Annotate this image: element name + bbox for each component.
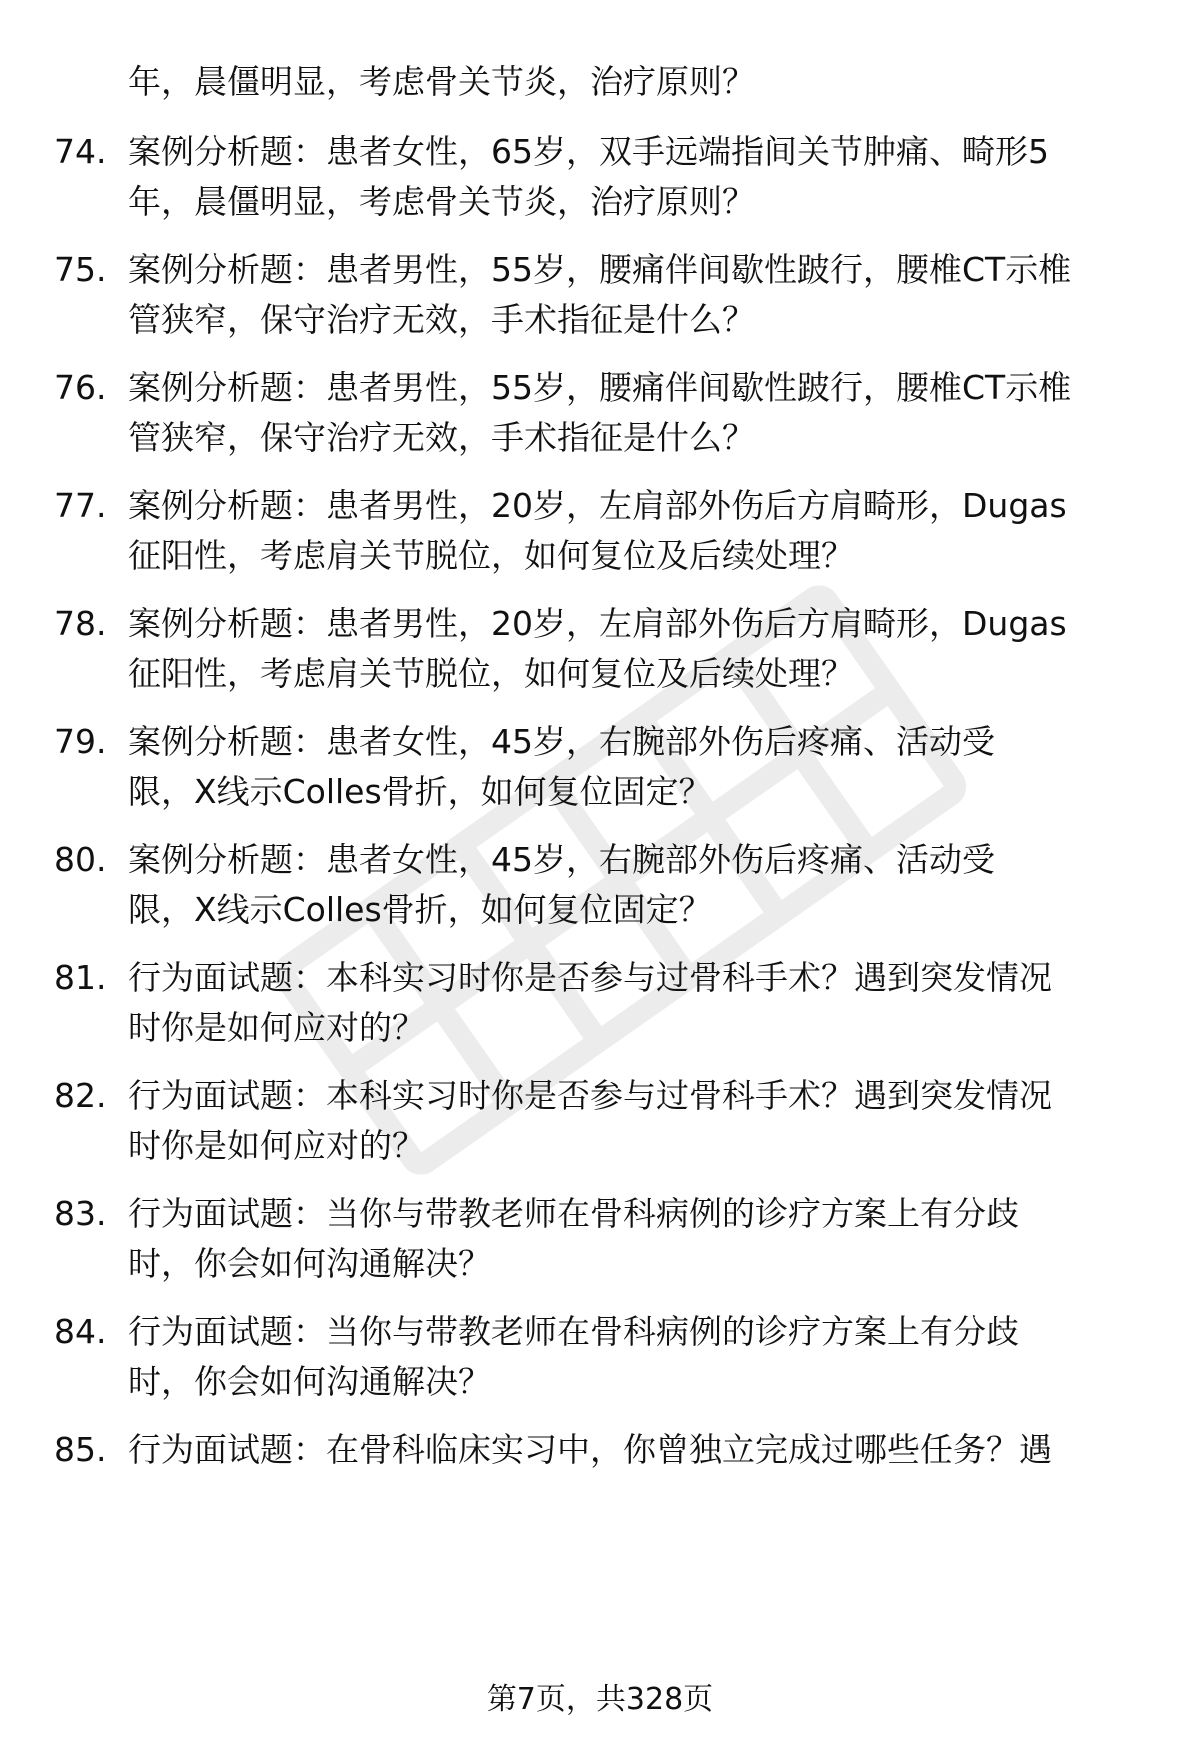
question-text-line-1: 案例分析题：患者男性，20岁，左肩部外伤后方肩畸形，Dugas: [128, 604, 1067, 643]
question-text-line-1: 行为面试题：在骨科临床实习中，你曾独立完成过哪些任务？遇: [128, 1430, 1052, 1469]
question-number: 74.: [54, 132, 107, 171]
question-text-line-2: 时你是如何应对的？: [128, 1008, 425, 1047]
question-text-line-1: 行为面试题：当你与带教老师在骨科病例的诊疗方案上有分歧: [128, 1312, 1019, 1351]
question-text-line-2: 限，X线示Colles骨折，如何复位固定？: [128, 890, 712, 929]
question-text-line-2: 时你是如何应对的？: [128, 1126, 425, 1165]
question-number: 85.: [54, 1430, 107, 1469]
question-text-line-1: 案例分析题：患者女性，45岁，右腕部外伤后疼痛、活动受: [128, 840, 995, 879]
question-number: 82.: [54, 1076, 107, 1115]
question-73-continuation: 年，晨僵明显，考虑骨关节炎，治疗原则？: [128, 62, 755, 101]
question-text-line-2: 时，你会如何沟通解决？: [128, 1244, 491, 1283]
question-text-line-1: 案例分析题：患者男性，55岁，腰痛伴间歇性跛行，腰椎CT示椎: [128, 250, 1072, 289]
question-text-line-2: 限，X线示Colles骨折，如何复位固定？: [128, 772, 712, 811]
question-number: 81.: [54, 958, 107, 997]
page-number-footer: 第7页，共328页: [486, 1682, 714, 1717]
question-text-line-2: 年，晨僵明显，考虑骨关节炎，治疗原则？: [128, 182, 755, 221]
question-number: 76.: [54, 368, 107, 407]
question-text-line-1: 案例分析题：患者女性，65岁，双手远端指间关节肿痛、畸形5: [128, 132, 1049, 171]
question-text-line-1: 行为面试题：本科实习时你是否参与过骨科手术？遇到突发情况: [128, 958, 1052, 997]
question-text-line-1: 行为面试题：本科实习时你是否参与过骨科手术？遇到突发情况: [128, 1076, 1052, 1115]
question-number: 84.: [54, 1312, 107, 1351]
question-number: 78.: [54, 604, 107, 643]
question-text-line-2: 管狭窄，保守治疗无效，手术指征是什么？: [128, 418, 755, 457]
question-text-line-2: 时，你会如何沟通解决？: [128, 1362, 491, 1401]
question-number: 75.: [54, 250, 107, 289]
question-number: 80.: [54, 840, 107, 879]
question-text-line-1: 行为面试题：当你与带教老师在骨科病例的诊疗方案上有分歧: [128, 1194, 1019, 1233]
question-text-line-1: 案例分析题：患者男性，55岁，腰痛伴间歇性跛行，腰椎CT示椎: [128, 368, 1072, 407]
question-text-line-2: 征阳性，考虑肩关节脱位，如何复位及后续处理？: [128, 654, 854, 693]
question-text-line-1: 案例分析题：患者女性，45岁，右腕部外伤后疼痛、活动受: [128, 722, 995, 761]
question-text-line-2: 征阳性，考虑肩关节脱位，如何复位及后续处理？: [128, 536, 854, 575]
question-text-line-1: 案例分析题：患者男性，20岁，左肩部外伤后方肩畸形，Dugas: [128, 486, 1067, 525]
question-text-line-2: 管狭窄，保守治疗无效，手术指征是什么？: [128, 300, 755, 339]
question-number: 79.: [54, 722, 107, 761]
question-number: 77.: [54, 486, 107, 525]
question-number: 83.: [54, 1194, 107, 1233]
